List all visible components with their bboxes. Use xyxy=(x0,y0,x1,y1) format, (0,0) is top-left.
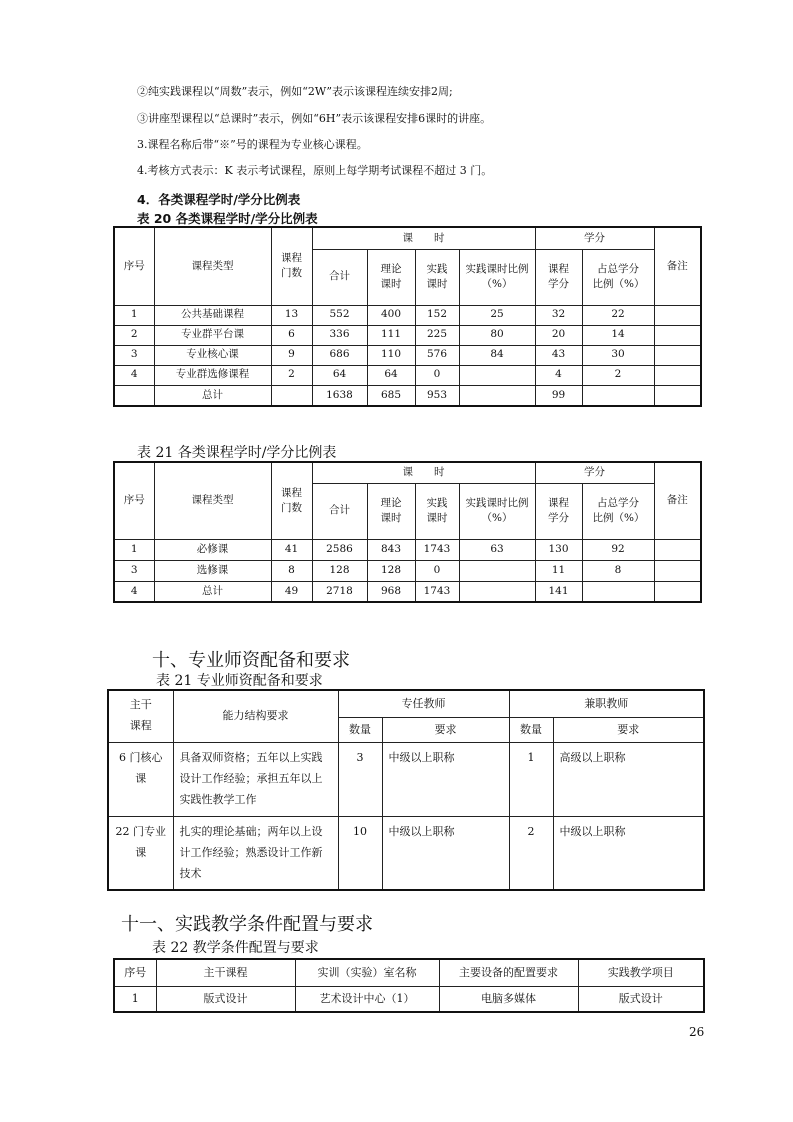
header-credit-group: 学分 xyxy=(535,462,654,483)
section-11-heading: 十一、实践教学条件配置与要求 xyxy=(121,914,373,935)
cell xyxy=(654,385,701,406)
cell: 32 xyxy=(535,305,582,325)
cell: 552 xyxy=(312,305,367,325)
cell-ft-req: 中级以上职称 xyxy=(382,816,509,890)
table-row xyxy=(114,345,701,365)
cell: 576 xyxy=(415,345,459,365)
header-practice: 实践课时 xyxy=(415,249,459,305)
table-row xyxy=(114,305,701,325)
cell: 11 xyxy=(535,560,582,581)
cell-ft-req: 中级以上职称 xyxy=(382,742,509,816)
cell: 4 xyxy=(114,365,154,385)
cell: 专业群选修课程 xyxy=(154,365,271,385)
cell: 43 xyxy=(535,345,582,365)
cell xyxy=(271,385,312,406)
cell: 公共基础课程 xyxy=(154,305,271,325)
cell: 128 xyxy=(367,560,415,581)
cell: 400 xyxy=(367,305,415,325)
cell: 128 xyxy=(312,560,367,581)
cell: 总计 xyxy=(154,385,271,406)
header-type: 课程类型 xyxy=(154,227,271,305)
cell xyxy=(114,385,154,406)
cell xyxy=(459,365,535,385)
table-row-total xyxy=(114,385,701,406)
header-lab-name: 实训（实验）室名称 xyxy=(295,959,439,986)
cell: 1 xyxy=(114,986,156,1012)
cell: 686 xyxy=(312,345,367,365)
cell xyxy=(654,365,701,385)
cell: 141 xyxy=(535,581,582,602)
cell: 必修课 xyxy=(154,539,271,560)
teachers-table xyxy=(107,689,705,891)
cell xyxy=(654,305,701,325)
header-theory: 理论课时 xyxy=(367,249,415,305)
header-hours-group: 课 时 xyxy=(312,462,535,483)
header-parttime: 兼职教师 xyxy=(509,690,704,717)
cell xyxy=(654,560,701,581)
cell: 953 xyxy=(415,385,459,406)
cell: 336 xyxy=(312,325,367,345)
header-ft-count: 数量 xyxy=(338,717,382,742)
cell-ability: 具备双师资格；五年以上实践设计工作经验；承担五年以上实践性教学工作 xyxy=(173,742,338,816)
cell: 968 xyxy=(367,581,415,602)
header-equipment: 主要设备的配置要求 xyxy=(439,959,578,986)
header-project: 实践教学项目 xyxy=(578,959,704,986)
page-number: 26 xyxy=(689,1025,705,1039)
cell: 111 xyxy=(367,325,415,345)
note-2: ③讲座型课程以“总课时”表示，例如“6H”表示该课程安排6课时的讲座。 xyxy=(137,112,492,125)
cell: 4 xyxy=(535,365,582,385)
table-row xyxy=(108,816,704,890)
cell: 99 xyxy=(535,385,582,406)
cell xyxy=(654,539,701,560)
cell: 3 xyxy=(114,345,154,365)
table-row xyxy=(114,986,704,1012)
header-type: 课程类型 xyxy=(154,462,271,539)
header-practice-ratio: 实践课时比例（%） xyxy=(459,483,535,539)
section-4-heading: 4．各类课程学时/学分比例表 xyxy=(137,192,301,207)
cell: 电脑多媒体 xyxy=(439,986,578,1012)
cell: 64 xyxy=(367,365,415,385)
section-10-heading: 十、专业师资配备和要求 xyxy=(152,650,350,671)
header-theory: 理论课时 xyxy=(367,483,415,539)
header-hours-group: 课 时 xyxy=(312,227,535,249)
cell xyxy=(654,345,701,365)
cell-pt-count: 2 xyxy=(509,816,553,890)
note-4: 4.考核方式表示：K 表示考试课程，原则上每学期考试课程不超过 3 门。 xyxy=(137,164,493,177)
table-21-caption: 表 21 各类课程学时/学分比例表 xyxy=(137,445,337,461)
cell: 130 xyxy=(535,539,582,560)
cell: 0 xyxy=(415,560,459,581)
cell: 版式设计 xyxy=(578,986,704,1012)
header-remark: 备注 xyxy=(654,227,701,305)
cell: 80 xyxy=(459,325,535,345)
cell: 选修课 xyxy=(154,560,271,581)
cell: 92 xyxy=(582,539,654,560)
cell-pt-req: 中级以上职称 xyxy=(553,816,704,890)
cell: 2718 xyxy=(312,581,367,602)
table-22 xyxy=(113,958,705,1013)
table-row xyxy=(114,560,701,581)
table-20 xyxy=(113,226,702,407)
cell: 49 xyxy=(271,581,312,602)
header-remark: 备注 xyxy=(654,462,701,539)
header-practice: 实践课时 xyxy=(415,483,459,539)
cell xyxy=(459,560,535,581)
cell: 艺术设计中心（1） xyxy=(295,986,439,1012)
cell: 2 xyxy=(114,325,154,345)
cell: 专业核心课 xyxy=(154,345,271,365)
header-total: 合计 xyxy=(312,483,367,539)
cell: 8 xyxy=(582,560,654,581)
cell: 41 xyxy=(271,539,312,560)
header-fulltime: 专任教师 xyxy=(338,690,509,717)
cell xyxy=(459,581,535,602)
cell: 4 xyxy=(114,581,154,602)
cell: 9 xyxy=(271,345,312,365)
cell: 1638 xyxy=(312,385,367,406)
header-credit: 课程学分 xyxy=(535,249,582,305)
header-ft-requirement: 要求 xyxy=(382,717,509,742)
cell xyxy=(459,385,535,406)
table-22-caption: 表 22 教学条件配置与要求 xyxy=(152,940,319,956)
cell-ft-count: 10 xyxy=(338,816,382,890)
header-credit-ratio: 占总学分比例（%） xyxy=(582,483,654,539)
cell-course: 22 门专业课 xyxy=(108,816,173,890)
cell: 64 xyxy=(312,365,367,385)
cell: 25 xyxy=(459,305,535,325)
header-main-course: 主干课程 xyxy=(108,690,173,742)
cell-ft-count: 3 xyxy=(338,742,382,816)
cell: 1743 xyxy=(415,581,459,602)
cell-pt-count: 1 xyxy=(509,742,553,816)
cell: 685 xyxy=(367,385,415,406)
header-count: 课程门数 xyxy=(271,462,312,539)
table-20-caption: 表 20 各类课程学时/学分比例表 xyxy=(137,211,318,226)
header-credit: 课程学分 xyxy=(535,483,582,539)
cell: 22 xyxy=(582,305,654,325)
cell: 110 xyxy=(367,345,415,365)
header-seq: 序号 xyxy=(114,227,154,305)
cell: 8 xyxy=(271,560,312,581)
cell: 152 xyxy=(415,305,459,325)
header-credit-ratio: 占总学分比例（%） xyxy=(582,249,654,305)
header-total: 合计 xyxy=(312,249,367,305)
table-row xyxy=(114,365,701,385)
cell-pt-req: 高级以上职称 xyxy=(553,742,704,816)
table-row-total xyxy=(114,581,701,602)
note-1: ②纯实践课程以“周数”表示，例如“2W”表示该课程连续安排2周; xyxy=(137,85,453,98)
cell xyxy=(582,581,654,602)
cell: 1743 xyxy=(415,539,459,560)
cell: 总计 xyxy=(154,581,271,602)
table-row xyxy=(114,539,701,560)
header-ability: 能力结构要求 xyxy=(173,690,338,742)
header-seq: 序号 xyxy=(114,959,156,986)
table-row xyxy=(114,325,701,345)
cell: 3 xyxy=(114,560,154,581)
cell: 2 xyxy=(582,365,654,385)
cell: 14 xyxy=(582,325,654,345)
header-count: 课程门数 xyxy=(271,227,312,305)
cell: 1 xyxy=(114,305,154,325)
cell: 2 xyxy=(271,365,312,385)
cell-course: 6 门核心课 xyxy=(108,742,173,816)
cell: 6 xyxy=(271,325,312,345)
cell: 13 xyxy=(271,305,312,325)
header-seq: 序号 xyxy=(114,462,154,539)
header-practice-ratio: 实践课时比例（%） xyxy=(459,249,535,305)
header-main-course: 主干课程 xyxy=(156,959,295,986)
cell: 84 xyxy=(459,345,535,365)
cell: 20 xyxy=(535,325,582,345)
cell xyxy=(582,385,654,406)
header-credit-group: 学分 xyxy=(535,227,654,249)
cell: 2586 xyxy=(312,539,367,560)
table-row xyxy=(108,742,704,816)
cell: 30 xyxy=(582,345,654,365)
cell: 843 xyxy=(367,539,415,560)
note-3: 3.课程名称后带“※”号的课程为专业核心课程。 xyxy=(137,138,368,151)
cell-ability: 扎实的理论基础；两年以上设计工作经验；熟悉设计工作新技术 xyxy=(173,816,338,890)
header-pt-requirement: 要求 xyxy=(553,717,704,742)
table-21 xyxy=(113,461,702,603)
cell: 专业群平台课 xyxy=(154,325,271,345)
cell: 63 xyxy=(459,539,535,560)
cell: 0 xyxy=(415,365,459,385)
header-pt-count: 数量 xyxy=(509,717,553,742)
cell xyxy=(654,581,701,602)
cell xyxy=(654,325,701,345)
cell: 1 xyxy=(114,539,154,560)
cell: 225 xyxy=(415,325,459,345)
teachers-table-caption: 表 21 专业师资配备和要求 xyxy=(156,673,323,689)
cell: 版式设计 xyxy=(156,986,295,1012)
